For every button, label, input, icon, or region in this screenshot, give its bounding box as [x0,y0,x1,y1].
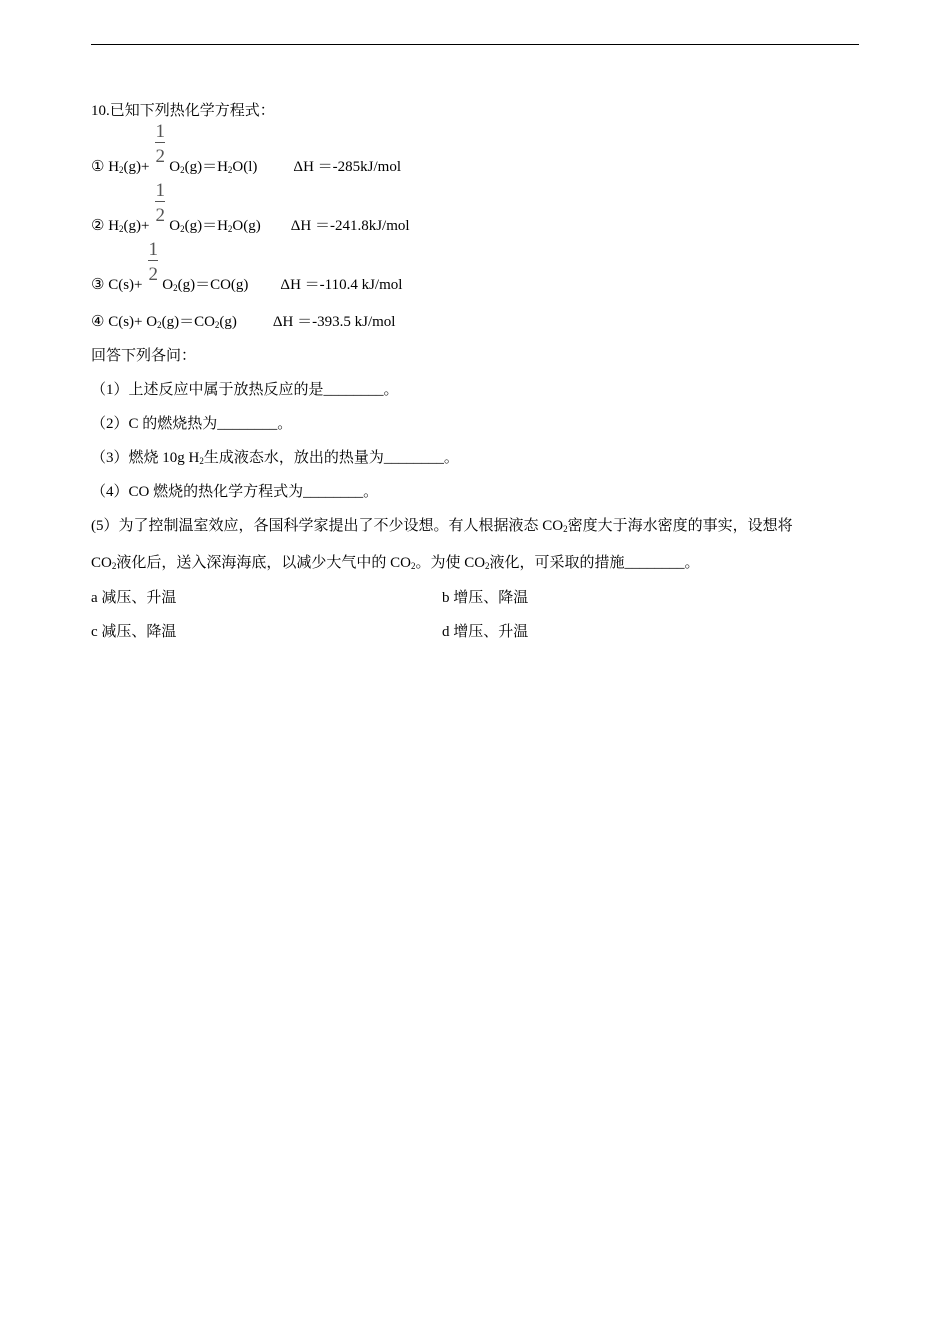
eq2-mid-a: O [169,218,181,234]
eq3-frac-den: 2 [148,264,158,285]
option-b[interactable]: b 增压、降温 [442,590,529,606]
eq1-sub-3: 2 [227,165,233,175]
eq3-mid-a: O [162,277,174,293]
eq4-delta-h: ΔH ＝-393.5 kJ/mol [272,314,396,330]
eq3-mark: ③ [91,277,105,293]
eq2-lhs-b: (g)+ [123,218,150,234]
equation-3 [91,239,403,295]
eq2-sub-3: 2 [227,224,233,234]
q3-sub: 2 [199,456,204,466]
eq3-frac-num: 1 [148,239,158,260]
eq1-frac-num: 1 [155,121,165,142]
eq1-lhs-b: (g)+ [123,159,150,175]
q5-part-f: 液化，可采取的措施________。 [489,555,700,571]
eq3-sub-1: 2 [173,283,178,293]
eq2-frac-den: 2 [155,205,165,226]
q3-part-a: （3）燃烧 10g H [91,450,200,466]
q5-sub-4: 2 [485,561,490,571]
eq1-mid-c: O(l) [232,159,258,175]
q3-part-b: 生成液态水，放出的热量为________。 [203,450,459,466]
question-2: （2）C 的燃烧热为________。 [91,416,293,432]
eq4-mid-c: (g) [219,314,237,330]
eq1-mid-a: O [169,159,181,175]
eq1-mid-b: (g)＝H [184,159,228,175]
eq2-fraction-half [154,180,166,230]
eq3-delta-h: ΔH ＝-110.4 kJ/mol [280,277,403,293]
eq4-mark: ④ [91,314,105,330]
eq3-mid-b: (g)＝CO(g) [177,277,249,293]
q5-part-c: CO [91,555,112,571]
question-3 [91,448,459,468]
eq2-sub-1: 2 [119,224,124,234]
eq2-lhs-a: H [108,218,120,234]
q5-sub-2: 2 [111,561,117,571]
eq3-fraction-half [147,239,159,289]
eq1-frac-den: 2 [155,146,165,167]
equation-1 [91,121,401,177]
question-5-line-2 [91,553,700,573]
q5-sub-3: 2 [410,561,416,571]
eq4-mid-b: (g)＝CO [161,314,215,330]
eq4-lhs: C(s)+ O [108,314,158,330]
eq1-delta-h: ΔH ＝-285kJ/mol [293,159,401,175]
equation-4 [91,312,395,332]
eq2-frac-num: 1 [155,180,165,201]
eq1-mark: ① [91,159,105,175]
eq2-mark: ② [91,218,105,234]
eq2-delta-h: ΔH ＝-241.8kJ/mol [290,218,410,234]
eq1-lhs-a: H [108,159,120,175]
eq2-mid-c: O(g) [232,218,261,234]
option-c[interactable]: c 减压、降温 [91,624,177,640]
eq1-sub-1: 2 [119,165,124,175]
eq4-sub-2: 2 [214,320,220,330]
header-rule [91,44,859,45]
eq3-lhs: C(s)+ [108,277,143,293]
q5-part-d: 液化后，送入深海海底，以减少大气中的 CO [116,555,411,571]
answer-prompt: 回答下列各问： [91,348,197,364]
question-title: 10.已知下列热化学方程式： [91,103,275,119]
question-4: （4）CO 燃烧的热化学方程式为________。 [91,484,379,500]
q5-part-a: (5）为了控制温室效应，各国科学家提出了不少设想。有人根据液态 CO [91,518,564,534]
option-a[interactable]: a 减压、升温 [91,590,177,606]
q5-sub-1: 2 [563,524,568,534]
eq2-mid-b: (g)＝H [184,218,228,234]
option-d[interactable]: d 增压、升温 [442,624,529,640]
eq4-sub-1: 2 [157,320,162,330]
equation-2 [91,180,410,236]
question-5-line-1 [91,516,793,536]
eq1-fraction-half [154,121,166,171]
eq2-sub-2: 2 [180,224,185,234]
eq1-sub-2: 2 [180,165,185,175]
q5-part-e: 。为使 CO [415,555,486,571]
question-1: （1）上述反应中属于放热反应的是________。 [91,382,399,398]
q5-part-b: 密度大于海水密度的事实，设想将 [567,518,793,534]
